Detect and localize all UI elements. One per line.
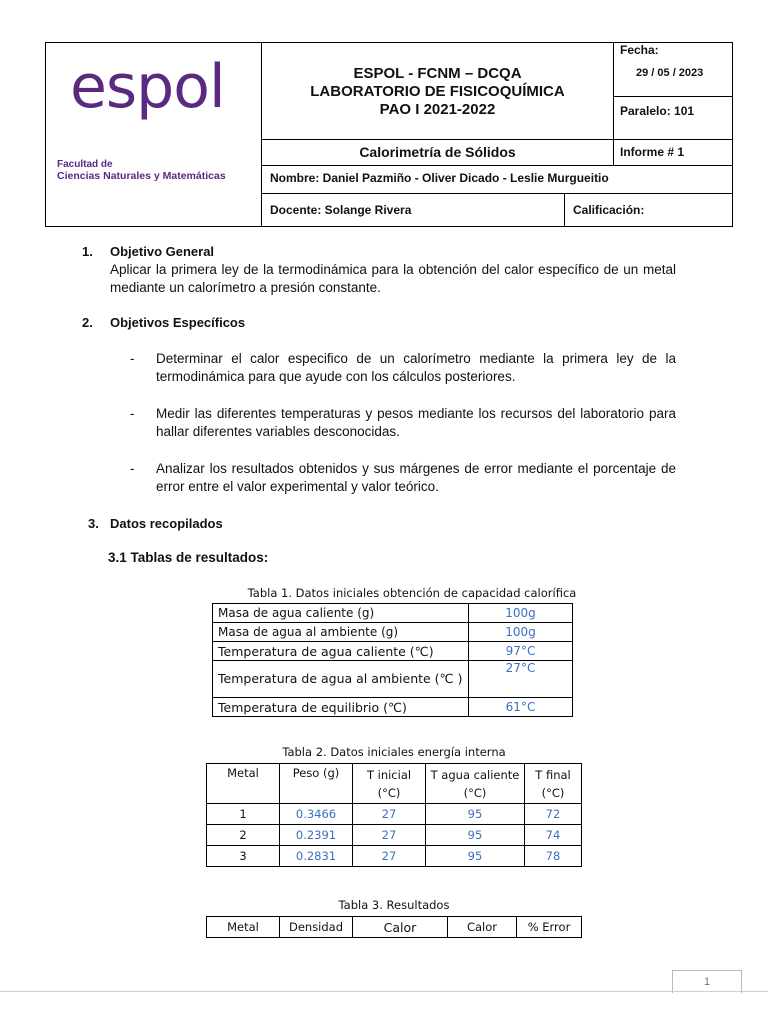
header-divider bbox=[261, 139, 733, 140]
docente: Docente: Solange Rivera bbox=[270, 203, 412, 217]
table-1 bbox=[212, 603, 573, 717]
table-cell: 27 bbox=[353, 804, 426, 825]
column-header: T agua caliente (°C) bbox=[426, 764, 525, 804]
fecha-label: Fecha: bbox=[620, 43, 659, 57]
table-cell: Masa de agua caliente (g) bbox=[213, 604, 469, 623]
header-divider bbox=[613, 96, 733, 97]
column-header: Peso (g) bbox=[280, 764, 353, 804]
section-3-1-title: 3.1 Tablas de resultados: bbox=[108, 550, 269, 565]
table-cell: 97°C bbox=[469, 642, 573, 661]
table-cell: 61°C bbox=[469, 698, 573, 717]
bullet-item: Analizar los resultados obtenidos y sus márgenes de error mediante el porcentaje de error entre el valor experimental y valor teórico. bbox=[156, 461, 676, 494]
table-cell: 95 bbox=[426, 846, 525, 867]
page-number: 1 bbox=[672, 970, 742, 993]
section-1-title: Objetivo General bbox=[110, 244, 215, 259]
table-header-row bbox=[207, 917, 582, 938]
section-1-text: Aplicar la primera ley de la termodinámica para la obtención del calor específico de un metal mediante un calorímetro a presión constante. bbox=[110, 262, 676, 295]
section-3-number: 3. bbox=[88, 516, 99, 531]
header-title-3: PAO I 2021-2022 bbox=[379, 101, 496, 118]
header-divider bbox=[261, 193, 733, 194]
table-cell: 2 bbox=[207, 825, 280, 846]
header-divider bbox=[261, 165, 262, 227]
table-3-caption: Tabla 3. Resultados bbox=[338, 898, 450, 912]
table-2 bbox=[206, 763, 582, 867]
table-cell: 3 bbox=[207, 846, 280, 867]
calificacion-label: Calificación: bbox=[573, 203, 645, 217]
bullet-item: Medir las diferentes temperaturas y pesos mediante los recursos del laboratorio para hallar diferentes variables desconocidas. bbox=[156, 406, 676, 439]
header-divider bbox=[613, 42, 614, 165]
bullet-mark: - bbox=[130, 461, 135, 476]
table-row bbox=[213, 604, 573, 623]
column-header: T inicial (°C) bbox=[353, 764, 426, 804]
header-divider bbox=[564, 193, 565, 227]
column-header: T final (°C) bbox=[525, 764, 582, 804]
student-names: Nombre: Daniel Pazmiño - Oliver Dicado - Leslie Murgueitio bbox=[270, 171, 609, 185]
espol-logo: espol bbox=[70, 52, 225, 122]
column-header: Metal bbox=[207, 917, 280, 938]
bullet-mark: - bbox=[130, 351, 135, 366]
section-2-number: 2. bbox=[82, 315, 93, 330]
table-cell: 0.3466 bbox=[280, 804, 353, 825]
bullet-item: Determinar el calor especifico de un calorímetro mediante la primera ley de la termodinámica para que ayude con los cálculos posteriores. bbox=[156, 351, 676, 384]
table-row bbox=[207, 846, 582, 867]
table-row bbox=[213, 623, 573, 642]
paralelo: Paralelo: 101 bbox=[620, 104, 695, 118]
faculty-line-2: Ciencias Naturales y Matemáticas bbox=[57, 170, 226, 182]
table-cell: Temperatura de agua caliente (℃) bbox=[213, 642, 469, 661]
table-row bbox=[207, 825, 582, 846]
table-row bbox=[213, 642, 573, 661]
column-header: Calor bbox=[448, 917, 517, 938]
table-1-caption: Tabla 1. Datos iniciales obtención de capacidad calorífica bbox=[247, 586, 577, 600]
table-row bbox=[207, 804, 582, 825]
footer-line bbox=[0, 991, 768, 992]
table-cell: 95 bbox=[426, 825, 525, 846]
informe-number: Informe # 1 bbox=[620, 145, 685, 159]
faculty-line-1: Facultad de bbox=[57, 159, 113, 170]
table-row bbox=[213, 661, 573, 698]
header-title-2: LABORATORIO DE FISICOQUÍMICA bbox=[310, 83, 565, 100]
table-cell: Masa de agua al ambiente (g) bbox=[213, 623, 469, 642]
column-header: Calor bbox=[353, 917, 448, 938]
header-title-1: ESPOL - FCNM – DCQA bbox=[353, 65, 522, 82]
table-cell: 1 bbox=[207, 804, 280, 825]
section-2-title: Objetivos Específicos bbox=[110, 315, 246, 330]
column-header: Densidad bbox=[280, 917, 353, 938]
table-2-caption: Tabla 2. Datos iniciales energía interna bbox=[282, 745, 506, 759]
table-cell: 95 bbox=[426, 804, 525, 825]
table-cell: 78 bbox=[525, 846, 582, 867]
table-cell: 27 bbox=[353, 846, 426, 867]
bullet-mark: - bbox=[130, 406, 135, 421]
table-header-row bbox=[207, 764, 582, 804]
table-cell: 0.2391 bbox=[280, 825, 353, 846]
fecha-value: 29 / 05 / 2023 bbox=[636, 67, 704, 79]
table-cell: 27°C bbox=[469, 661, 573, 698]
table-cell: Temperatura de agua al ambiente (℃ ) bbox=[213, 661, 469, 698]
table-3 bbox=[206, 916, 582, 938]
table-cell: Temperatura de equilibrio (℃) bbox=[213, 698, 469, 717]
header-divider bbox=[261, 165, 733, 166]
column-header: % Error bbox=[517, 917, 582, 938]
practice-title: Calorimetría de Sólidos bbox=[359, 144, 516, 160]
table-cell: 27 bbox=[353, 825, 426, 846]
table-cell: 0.2831 bbox=[280, 846, 353, 867]
table-cell: 74 bbox=[525, 825, 582, 846]
table-cell: 72 bbox=[525, 804, 582, 825]
table-row bbox=[213, 698, 573, 717]
table-cell: 100g bbox=[469, 623, 573, 642]
section-1-number: 1. bbox=[82, 244, 93, 259]
table-cell: 100g bbox=[469, 604, 573, 623]
column-header: Metal bbox=[207, 764, 280, 804]
section-3-title: Datos recopilados bbox=[110, 516, 223, 531]
